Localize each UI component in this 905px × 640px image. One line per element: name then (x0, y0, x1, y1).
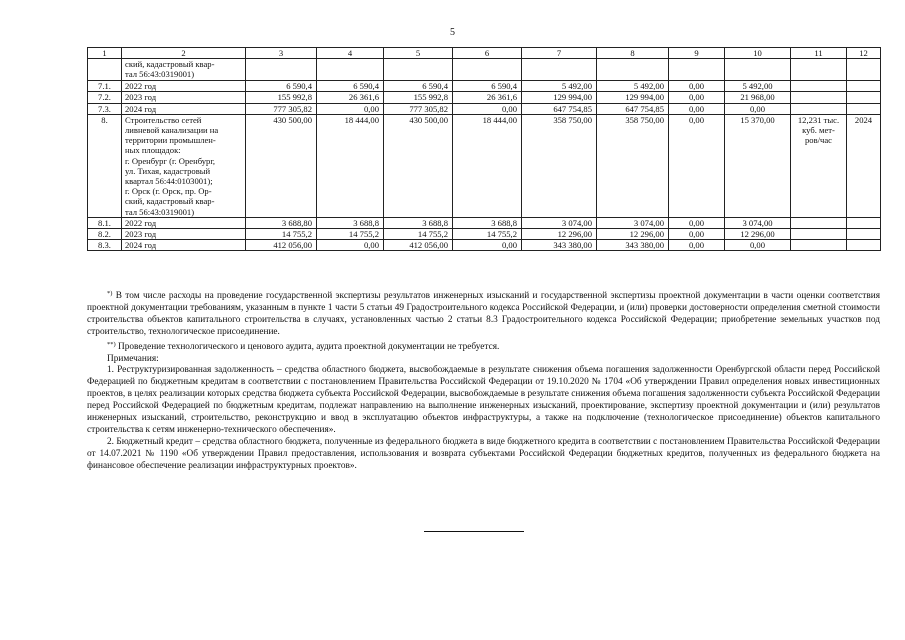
table-cell (597, 59, 669, 81)
table-cell (847, 103, 881, 114)
table-cell (847, 92, 881, 103)
table-cell (669, 59, 725, 81)
table-cell (725, 59, 791, 81)
table-cell: 358 750,00 (597, 114, 669, 217)
table-cell (847, 81, 881, 92)
table-cell: 3 688,8 (384, 217, 453, 228)
table-cell: 14 755,2 (317, 229, 384, 240)
table-cell: 647 754,85 (597, 103, 669, 114)
table-cell: 21 968,00 (725, 92, 791, 103)
row-label: 2024 год (122, 240, 246, 251)
table-cell: 14 755,2 (453, 229, 522, 240)
table-cell: 155 992,8 (246, 92, 317, 103)
table-cell: 14 755,2 (246, 229, 317, 240)
column-number: 6 (453, 48, 522, 59)
row-label: 2024 год (122, 103, 246, 114)
table-header-row (88, 48, 881, 59)
table-cell (791, 229, 847, 240)
column-number: 10 (725, 48, 791, 59)
table-cell: 12 296,00 (522, 229, 597, 240)
table-cell: 6 590,4 (384, 81, 453, 92)
row-label: Строительство сетей ливневой канализации на территории промышлен- ных площадок: г. Оренбург (г. Оренбург, ул. Тихая, кадастровый квартал 56:44:0103001); г. Орск (г. Орск, пр. Ор- ский, кадастровый квар- тал 56:43:0319001) (122, 114, 246, 217)
end-divider (424, 531, 524, 532)
table-cell: 412 056,00 (384, 240, 453, 251)
table-cell (791, 240, 847, 251)
table-cell (246, 59, 317, 81)
table-row (88, 103, 881, 114)
table-cell (847, 240, 881, 251)
table-cell: 3 074,00 (522, 217, 597, 228)
row-label: ский, кадастровый квар- тал 56:43:0319001) (122, 59, 246, 81)
table-row (88, 217, 881, 228)
table-cell: 26 361,6 (317, 92, 384, 103)
table-cell: 430 500,00 (246, 114, 317, 217)
column-number: 2 (122, 48, 246, 59)
table-cell: 358 750,00 (522, 114, 597, 217)
footnote-1 (87, 288, 880, 339)
table-cell: 0,00 (317, 103, 384, 114)
notes-heading: Примечания: (107, 353, 159, 364)
table-cell (791, 81, 847, 92)
footnote-mark: **) (107, 340, 116, 348)
table-cell: 0,00 (725, 240, 791, 251)
row-index: 7.2. (88, 92, 122, 103)
table-cell: 5 492,00 (522, 81, 597, 92)
table-cell: 129 994,00 (522, 92, 597, 103)
row-label: 2022 год (122, 81, 246, 92)
table-cell: 777 305,82 (246, 103, 317, 114)
note-2: 2. Бюджетный кредит – средства областного бюджета, полученные из федерального бюджета в виде бюджетного кредита в соответствии с постановлением Правительства Российской Федерации от 14.07.2021 № 1190 «Об утверждении Правил предоставления, использования и возврата субъектами Российской Федерации бюджетных кредитов, полученных из федерального бюджета на финансовое обеспечение реализации инфраструктурных проектов». (87, 436, 880, 471)
budget-table (87, 47, 881, 251)
table-row (88, 240, 881, 251)
table-cell (847, 59, 881, 81)
row-label: 2023 год (122, 229, 246, 240)
table-cell: 129 994,00 (597, 92, 669, 103)
row-index: 8.2. (88, 229, 122, 240)
table-row (88, 81, 881, 92)
table-cell: 430 500,00 (384, 114, 453, 217)
column-number: 8 (597, 48, 669, 59)
table-cell (453, 59, 522, 81)
table-cell (522, 59, 597, 81)
notes-section (87, 288, 880, 473)
table-cell: 15 370,00 (725, 114, 791, 217)
row-index: 7.1. (88, 81, 122, 92)
table-cell: 412 056,00 (246, 240, 317, 251)
table-cell (384, 59, 453, 81)
table-cell: 5 492,00 (597, 81, 669, 92)
table-cell (791, 217, 847, 228)
column-number: 9 (669, 48, 725, 59)
table-cell (791, 92, 847, 103)
footnote-2 (87, 339, 880, 354)
table-cell: 343 380,00 (522, 240, 597, 251)
table-row (88, 229, 881, 240)
table-cell: 26 361,6 (453, 92, 522, 103)
capacity-cell: 12,231 тыс. куб. мет- ров/час (791, 114, 847, 217)
table-cell: 3 688,8 (317, 217, 384, 228)
table-cell: 155 992,8 (384, 92, 453, 103)
table-cell: 777 305,82 (384, 103, 453, 114)
table-cell: 12 296,00 (725, 229, 791, 240)
row-index: 8.3. (88, 240, 122, 251)
table-cell: 18 444,00 (317, 114, 384, 217)
table-cell: 0,00 (453, 240, 522, 251)
table-cell: 0,00 (669, 81, 725, 92)
column-number: 1 (88, 48, 122, 59)
column-number: 3 (246, 48, 317, 59)
table-cell: 0,00 (669, 103, 725, 114)
table-cell (847, 217, 881, 228)
table-cell: 0,00 (669, 92, 725, 103)
year-cell: 2024 (847, 114, 881, 217)
table-cell: 0,00 (669, 217, 725, 228)
column-number: 5 (384, 48, 453, 59)
row-index (88, 59, 122, 81)
page-number: 5 (450, 27, 455, 38)
column-number: 11 (791, 48, 847, 59)
table-cell: 343 380,00 (597, 240, 669, 251)
table-cell: 3 688,80 (246, 217, 317, 228)
table-row (88, 59, 881, 81)
table-cell: 0,00 (317, 240, 384, 251)
table-cell: 0,00 (669, 114, 725, 217)
column-number: 4 (317, 48, 384, 59)
table-cell: 18 444,00 (453, 114, 522, 217)
table-cell: 3 074,00 (597, 217, 669, 228)
table-row (88, 114, 881, 217)
table-cell: 0,00 (453, 103, 522, 114)
table-cell: 3 074,00 (725, 217, 791, 228)
row-index: 8.1. (88, 217, 122, 228)
row-index: 8. (88, 114, 122, 217)
table-cell (791, 103, 847, 114)
table-cell: 6 590,4 (317, 81, 384, 92)
row-label: 2023 год (122, 92, 246, 103)
row-label: 2022 год (122, 217, 246, 228)
table-cell: 0,00 (669, 229, 725, 240)
table-cell: 0,00 (725, 103, 791, 114)
table-row (88, 92, 881, 103)
table-cell (317, 59, 384, 81)
footnote-text: Проведение технологического и ценового аудита, аудита проектной документации не требуется. (115, 341, 500, 352)
column-number: 12 (847, 48, 881, 59)
table-cell: 6 590,4 (453, 81, 522, 92)
row-index: 7.3. (88, 103, 122, 114)
footnote-mark: *) (107, 290, 113, 297)
table-cell: 12 296,00 (597, 229, 669, 240)
footnote-text: В том числе расходы на проведение государственной экспертизы результатов инженерных изысканий и государственной экспертизы проектной документации в части оценки соответствия проектной документации требованиям, указанным в пункте 1 части 5 статьи 49 Градостроительного кодекса Российской Федерации, и (или) проверки достоверности определения сметной стоимости строительства объектов капитального строительства в случаях, установленных частью 2 статьи 8.3 Градостроительного кодекса Российской Федерации; приобретение земельных участков под строительство, технологическое присоединение. (87, 291, 880, 337)
table-cell: 14 755,2 (384, 229, 453, 240)
table-cell (791, 59, 847, 81)
table-cell: 5 492,00 (725, 81, 791, 92)
note-1: 1. Реструктуризированная задолженность – средства областного бюджета, высвобождаемые в результате снижения объема погашения задолженности Оренбургской области перед Российской Федерацией по бюджетным кредитам в соответствии с постановлением Правительства Российской Федерации от 19.10.2020 № 1704 «Об утверждении Правил определения новых инвестиционных проектов, в целях реализации которых средства бюджета субъекта Российской Федерации, высвобождаемые в результате снижения объема погашения задолженности субъекта Российской Федерации перед Российской Федерацией по бюджетным кредитам, подлежат направлению на выполнение инженерных изысканий, проектирование, экспертизу проектной документации и (или) результатов инженерных изысканий, строительство, реконструкцию и ввод в эксплуатацию объектов инфраструктуры, а также на подключение (технологическое присоединение) объектов капитального строительства к сетям инженерно-технического обеспечения». (87, 365, 880, 435)
table-cell: 0,00 (669, 240, 725, 251)
column-number: 7 (522, 48, 597, 59)
table-cell: 6 590,4 (246, 81, 317, 92)
table-cell (847, 229, 881, 240)
table-cell: 647 754,85 (522, 103, 597, 114)
table-cell: 3 688,8 (453, 217, 522, 228)
